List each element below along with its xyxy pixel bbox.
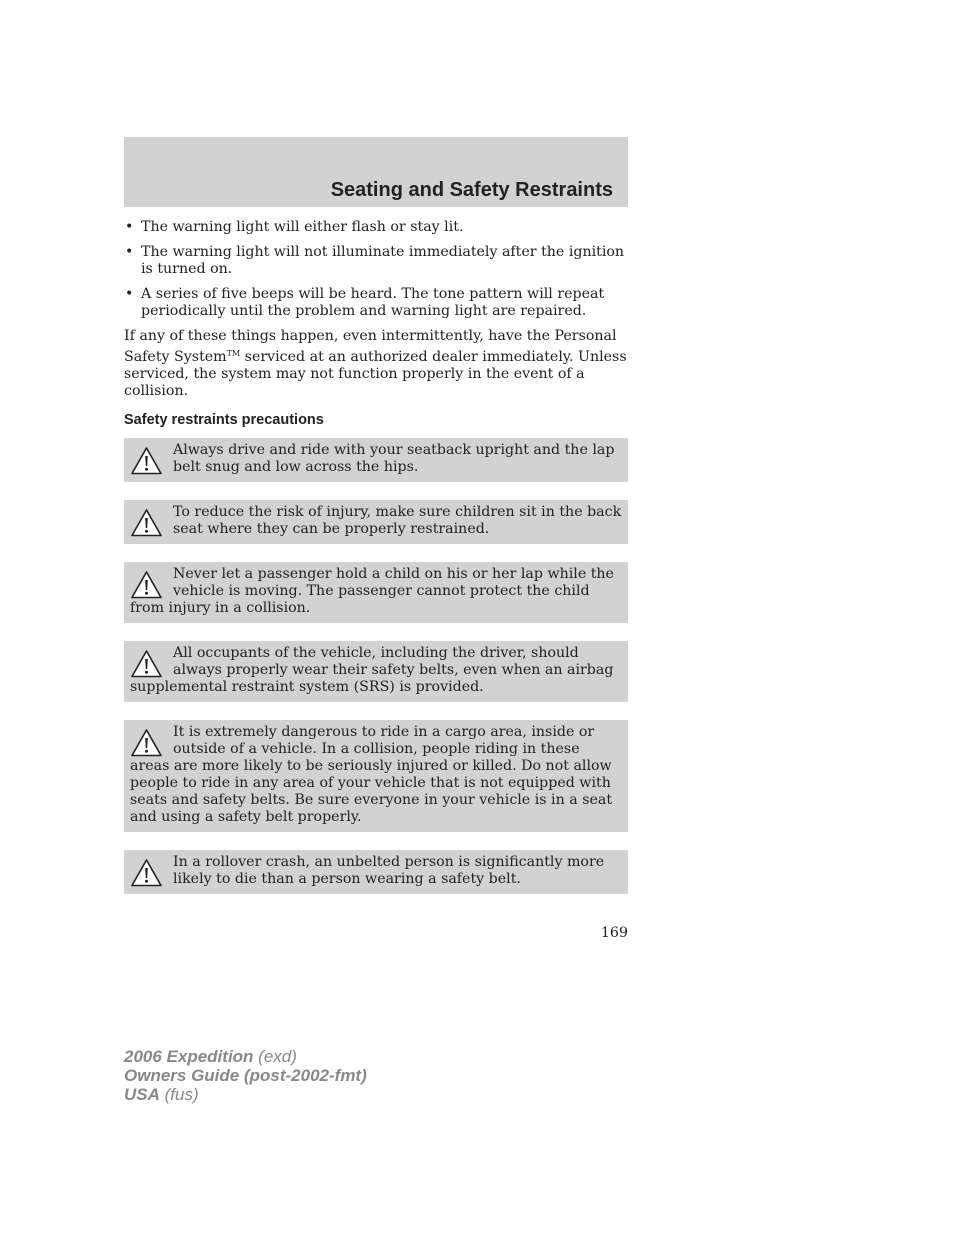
- page-content: [124, 219, 628, 912]
- warning-triangle-icon: [130, 728, 163, 758]
- warning-triangle-icon: [130, 446, 163, 476]
- warning-text: All occupants of the vehicle, including the driver, should always properly wear their safety belts, even when an airbag supplemental restraint system (SRS) is provided.: [130, 645, 614, 695]
- bullet-list: [124, 219, 628, 320]
- warning-text: Never let a passenger hold a child on his or her lap while the vehicle is moving. The passenger cannot protect the child from injury in a collision.: [130, 566, 614, 616]
- warning-text: In a rollover crash, an unbelted person is significantly more likely to die than a person wearing a safety belt.: [173, 854, 605, 887]
- warning-box: [124, 720, 628, 832]
- bullet-dot: •: [125, 219, 134, 235]
- warning-triangle-icon: [130, 649, 163, 679]
- warning-triangle-icon: [130, 508, 163, 538]
- warning-box: [124, 438, 628, 482]
- bullet-dot: •: [125, 286, 134, 302]
- footer-line: Owners Guide (post-2002-fmt): [124, 1066, 367, 1085]
- section-title: Seating and Safety Restraints: [330, 179, 613, 201]
- bullet-item: • A series of five beeps will be heard. The tone pattern will repeat periodically until the problem and warning light are repaired.: [125, 286, 605, 319]
- page-number: 169: [600, 925, 628, 941]
- bullet-item: • The warning light will either flash or stay lit.: [125, 219, 464, 235]
- bullet-dot: •: [125, 244, 134, 260]
- warning-box: [124, 500, 628, 544]
- bullet-item: • The warning light will not illuminate immediately after the ignition is turned on.: [125, 244, 625, 277]
- trademark-mark: TM: [226, 349, 241, 358]
- warning-triangle-icon: [130, 858, 163, 888]
- warning-text: It is extremely dangerous to ride in a cargo area, inside or outside of a vehicle. In a collision, people riding in these areas are more likely to be seriously injured or killed. Do not allow people to ride in any area of your vehicle that is not equipped with seats and safety belts. Be sure everyone in your vehicle is in a seat and using a safety belt properly.: [130, 724, 613, 825]
- warning-triangle-icon: [130, 570, 163, 600]
- warning-text: To reduce the risk of injury, make sure children sit in the back seat where they can be properly restrained.: [173, 504, 622, 537]
- body-paragraph: If any of these things happen, even intermittently, have the Personal Safety System™ serviced at an authorized dealer immediately. Unless serviced, the system may not function properly in the event of a collision.: [124, 328, 627, 399]
- warning-text: Always drive and ride with your seatback upright and the lap belt snug and low across the hips.: [173, 442, 615, 475]
- section-header: [124, 137, 628, 207]
- warning-box: [124, 850, 628, 894]
- subheading: Safety restraints precautions: [124, 412, 324, 428]
- footer: [124, 1047, 367, 1104]
- warning-box: [124, 641, 628, 702]
- footer-line: USA (fus): [124, 1085, 199, 1104]
- footer-line: 2006 Expedition (exd): [124, 1047, 297, 1066]
- warning-box: [124, 562, 628, 623]
